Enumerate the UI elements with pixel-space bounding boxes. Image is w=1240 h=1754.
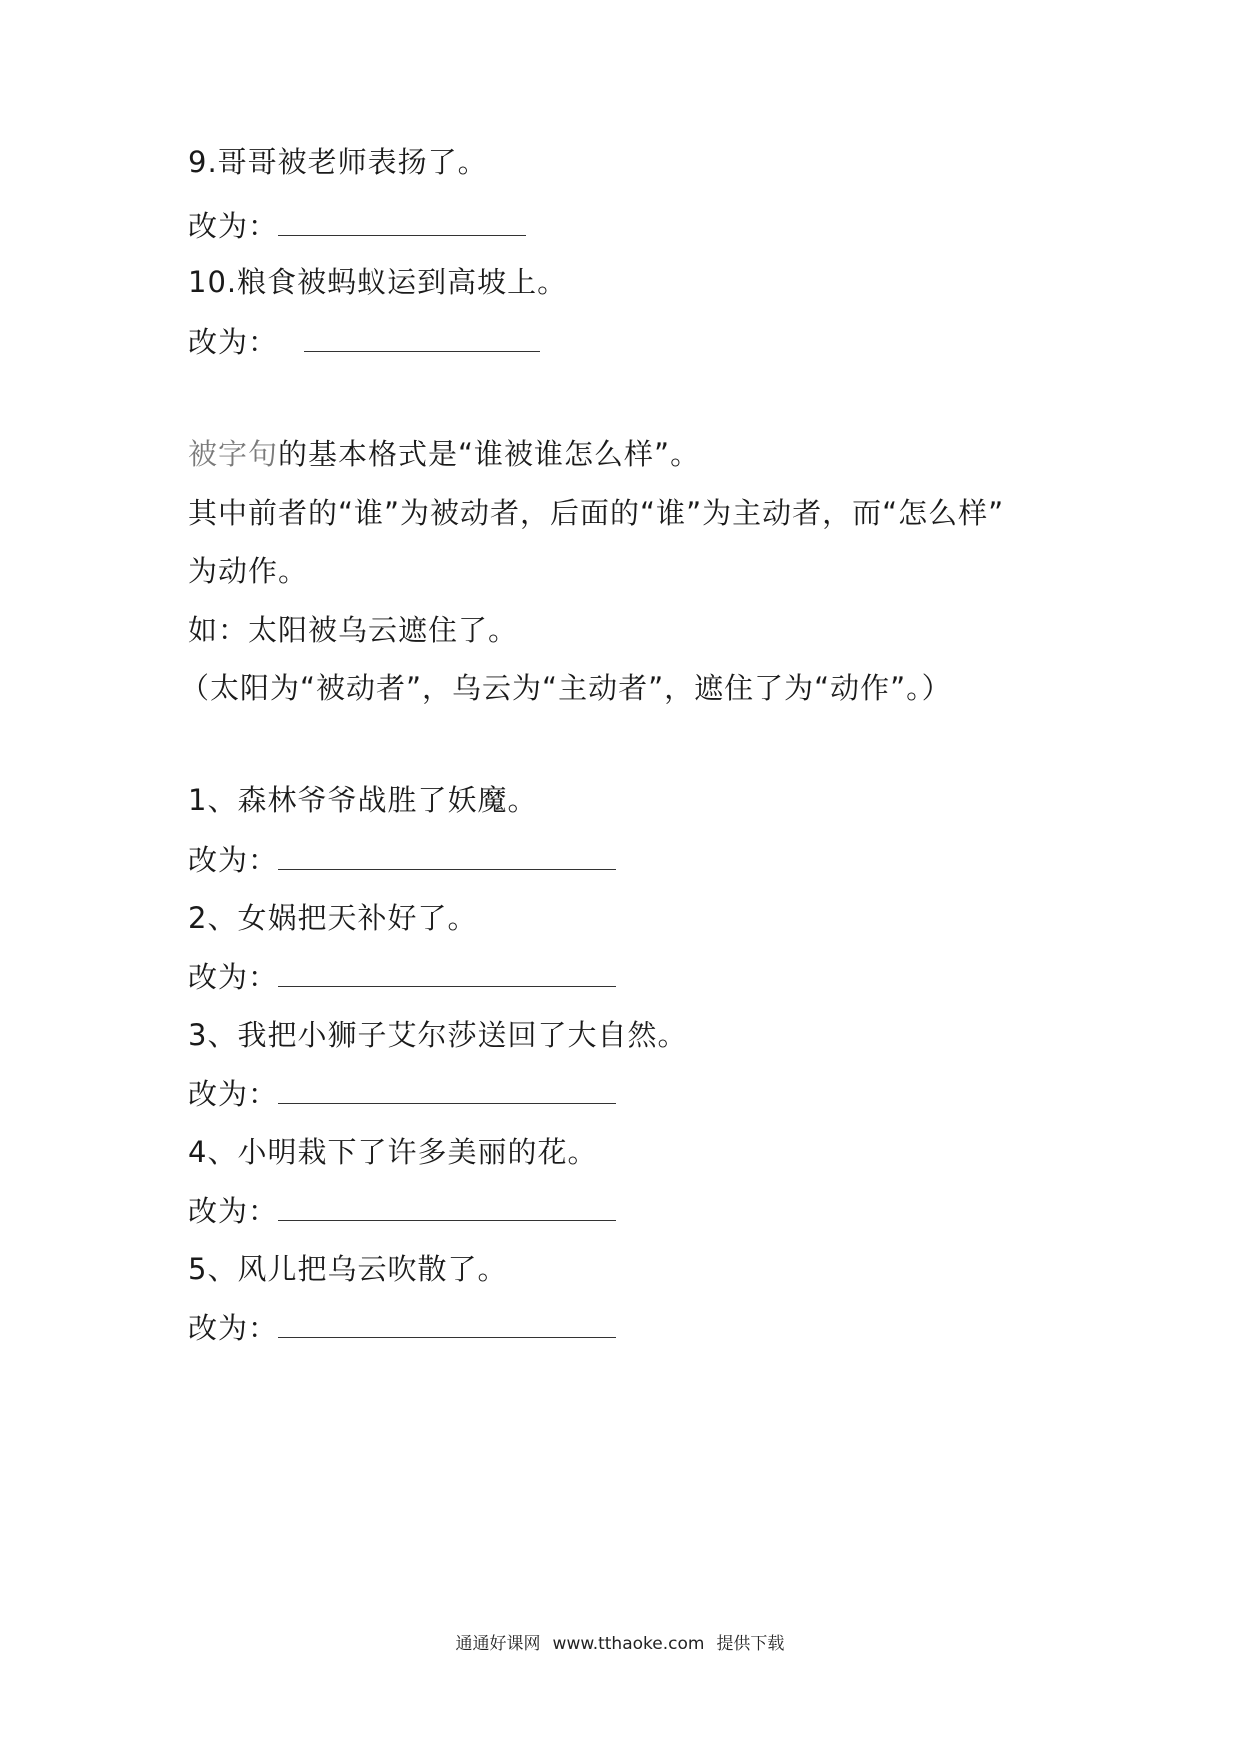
page-footer — [0, 1632, 1240, 1656]
exercise-10-sentence: 10.粮食被蚂蚁运到高坡上。 — [188, 265, 568, 299]
answer-blank[interactable] — [278, 207, 526, 236]
exercise-9-sentence: 9.哥哥被老师表扬了。 — [188, 145, 488, 179]
exercise-5-answer-line — [188, 1308, 616, 1348]
answer-label: 改为： — [188, 843, 279, 877]
answer-label: 改为： — [188, 209, 279, 243]
exercise-9-answer-line — [188, 206, 526, 246]
answer-label: 改为： — [188, 1311, 279, 1345]
explanation-rest: 的基本格式是“谁被谁怎么样”。 — [278, 437, 701, 471]
explanation-line-2: 其中前者的“谁”为被动者，后面的“谁”为主动者，而“怎么样” — [188, 496, 1005, 530]
exercise-2-answer-line — [188, 957, 616, 997]
exercise-4-answer-line — [188, 1191, 616, 1231]
answer-blank[interactable] — [278, 1309, 616, 1338]
answer-blank[interactable] — [278, 1192, 616, 1221]
footer-url[interactable]: www.tthaoke.com — [552, 1634, 705, 1654]
exercise-4-sentence: 4、小明栽下了许多美丽的花。 — [188, 1135, 598, 1169]
explanation-line-1 — [188, 434, 700, 474]
exercise-3-answer-line — [188, 1074, 616, 1114]
answer-blank[interactable] — [278, 958, 616, 987]
answer-label: 改为： — [188, 1077, 279, 1111]
explanation-line-3: 为动作。 — [188, 554, 309, 588]
exercise-2-sentence: 2、女娲把天补好了。 — [188, 901, 478, 935]
exercise-5-sentence: 5、风儿把乌云吹散了。 — [188, 1252, 508, 1286]
answer-blank[interactable] — [304, 323, 540, 352]
answer-label: 改为： — [188, 1194, 279, 1228]
example-note: （太阳为“被动者”，乌云为“主动者”，遮住了为“动作”。） — [180, 671, 952, 705]
exercise-1-answer-line — [188, 840, 616, 880]
explanation-lead: 被字句 — [188, 437, 279, 471]
exercise-10-answer-line — [188, 322, 540, 362]
answer-blank[interactable] — [278, 841, 616, 870]
answer-label: 改为： — [188, 960, 279, 994]
exercise-3-sentence: 3、我把小狮子艾尔莎送回了大自然。 — [188, 1018, 688, 1052]
example-sentence: 如：太阳被乌云遮住了。 — [188, 613, 519, 647]
answer-blank[interactable] — [278, 1075, 616, 1104]
answer-label: 改为： — [188, 325, 279, 359]
exercise-1-sentence: 1、森林爷爷战胜了妖魔。 — [188, 783, 538, 817]
footer-suffix: 提供下载 — [716, 1634, 785, 1654]
footer-site-name: 通通好课网 — [455, 1634, 541, 1654]
